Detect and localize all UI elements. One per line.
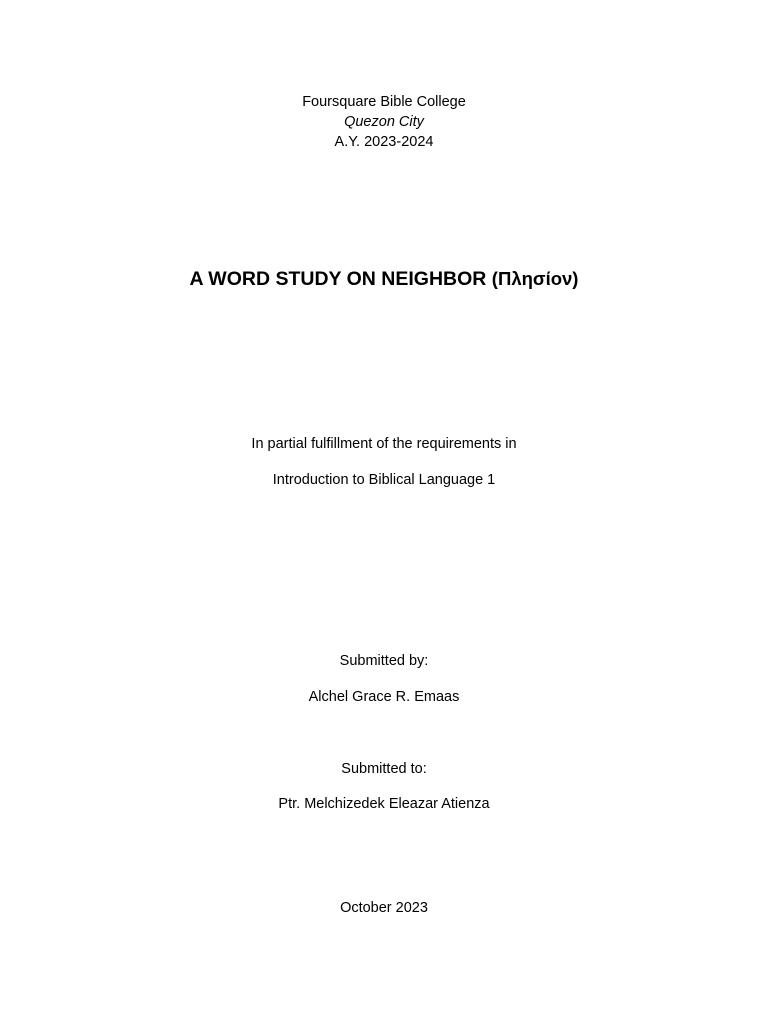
purpose-line-2: Introduction to Biblical Language 1 — [272, 472, 496, 488]
submitted-to-label: Submitted to: — [341, 761, 427, 777]
document-title-main: A WORD STUDY ON NEIGHBOR — [189, 268, 492, 290]
submitted-by-name: Alchel Grace R. Emaas — [308, 689, 460, 705]
submitted-to-name: Ptr. Melchizedek Eleazar Atienza — [278, 796, 490, 812]
purpose-line-1: In partial fulfillment of the requirements in — [251, 436, 517, 452]
document-title — [0, 266, 768, 292]
academic-year: A.Y. 2023-2024 — [334, 134, 434, 150]
submitted-by-label: Submitted by: — [339, 653, 429, 669]
document-title-greek: (Πλησίον) — [491, 268, 579, 289]
institution-name: Foursquare Bible College — [302, 94, 466, 110]
submission-date: October 2023 — [340, 900, 428, 916]
institution-city: Quezon City — [344, 114, 424, 130]
